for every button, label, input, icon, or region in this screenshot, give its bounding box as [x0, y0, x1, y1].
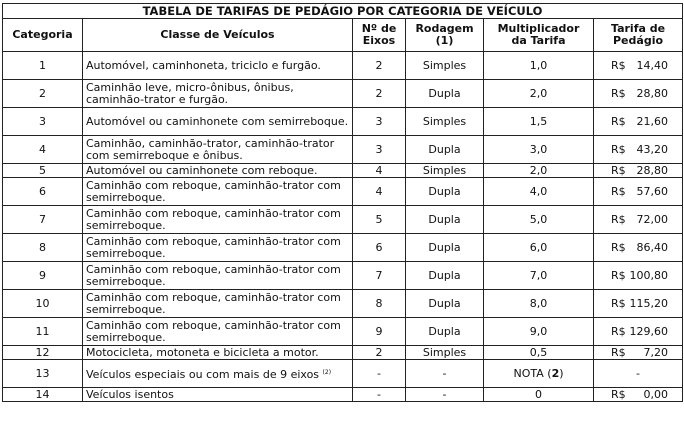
cell-rodagem: Dupla: [406, 136, 484, 164]
cell-tarifa: R$ 86,40: [594, 234, 683, 262]
header-eixos: Nº de Eixos: [353, 19, 406, 52]
cell-multiplicador: 2,0: [484, 80, 594, 108]
cell-classe: Veículos especiais ou com mais de 9 eixos $^{(2)}$: [83, 360, 353, 388]
table-row: [3, 234, 683, 262]
table-row: [3, 80, 683, 108]
cell-classe: Caminhão com reboque, caminhão-trator com semirreboque.: [83, 234, 353, 262]
table-row: [3, 346, 683, 360]
cell-rodagem: Simples: [406, 164, 484, 178]
cell-rodagem: Simples: [406, 108, 484, 136]
table-row: [3, 388, 683, 402]
cell-classe: Automóvel ou caminhonete com reboque.: [83, 164, 353, 178]
cell-tarifa: R$ 28,80: [594, 80, 683, 108]
cell-categoria: 6: [3, 178, 83, 206]
cell-categoria: 3: [3, 108, 83, 136]
table-row: [3, 164, 683, 178]
cell-multiplicador: 9,0: [484, 318, 594, 346]
cell-multiplicador: 2,0: [484, 164, 594, 178]
toll-table: [2, 3, 683, 402]
cell-eixos: 2: [353, 52, 406, 80]
cell-tarifa: R$ 21,60: [594, 108, 683, 136]
header-multiplicador: Multiplicador da Tarifa: [484, 19, 594, 52]
cell-categoria: 1: [3, 52, 83, 80]
cell-eixos: 8: [353, 290, 406, 318]
footnote-marker: (2): [322, 368, 332, 376]
cell-tarifa: R$ 100,80: [594, 262, 683, 290]
cell-categoria: 7: [3, 206, 83, 234]
cell-tarifa: R$ 28,80: [594, 164, 683, 178]
cell-rodagem: Simples: [406, 52, 484, 80]
header-categoria: Categoria: [3, 19, 83, 52]
table-title: TABELA DE TARIFAS DE PEDÁGIO POR CATEGORIA DE VEÍCULO: [3, 4, 683, 19]
table-row: [3, 178, 683, 206]
cell-multiplicador: 7,0: [484, 262, 594, 290]
cell-eixos: 5: [353, 206, 406, 234]
cell-multiplicador: NOTA (2): [484, 360, 594, 388]
table-row: [3, 52, 683, 80]
cell-eixos: 4: [353, 164, 406, 178]
cell-multiplicador: 4,0: [484, 178, 594, 206]
cell-classe: Veículos isentos: [83, 388, 353, 402]
cell-categoria: 8: [3, 234, 83, 262]
cell-multiplicador: 3,0: [484, 136, 594, 164]
cell-categoria: 12: [3, 346, 83, 360]
cell-classe: Motocicleta, motoneta e bicicleta a motor.: [83, 346, 353, 360]
cell-eixos: 4: [353, 178, 406, 206]
cell-tarifa: R$ 115,20: [594, 290, 683, 318]
cell-rodagem: Dupla: [406, 178, 484, 206]
cell-classe: Caminhão com reboque, caminhão-trator com semirreboque.: [83, 178, 353, 206]
cell-multiplicador: 1,5: [484, 108, 594, 136]
cell-classe: Caminhão com reboque, caminhão-trator com semirreboque.: [83, 262, 353, 290]
cell-eixos: -: [353, 388, 406, 402]
cell-tarifa: -: [594, 360, 683, 388]
cell-categoria: 14: [3, 388, 83, 402]
cell-rodagem: Simples: [406, 346, 484, 360]
cell-tarifa: R$ 0,00: [594, 388, 683, 402]
cell-eixos: -: [353, 360, 406, 388]
header-classe: Classe de Veículos: [83, 19, 353, 52]
cell-multiplicador: 1,0: [484, 52, 594, 80]
cell-rodagem: -: [406, 388, 484, 402]
cell-tarifa: R$ 7,20: [594, 346, 683, 360]
table-row: [3, 136, 683, 164]
table-row: [3, 108, 683, 136]
cell-rodagem: Dupla: [406, 262, 484, 290]
table-row: [3, 206, 683, 234]
cell-rodagem: Dupla: [406, 80, 484, 108]
cell-rodagem: Dupla: [406, 318, 484, 346]
cell-classe: Caminhão leve, micro-ônibus, ônibus, caminhão-trator e furgão.: [83, 80, 353, 108]
cell-classe: Caminhão com reboque, caminhão-trator com semirreboque.: [83, 206, 353, 234]
header-rodagem: Rodagem (1): [406, 19, 484, 52]
cell-multiplicador: 0,5: [484, 346, 594, 360]
cell-categoria: 13: [3, 360, 83, 388]
cell-eixos: 9: [353, 318, 406, 346]
cell-rodagem: -: [406, 360, 484, 388]
cell-categoria: 11: [3, 318, 83, 346]
cell-classe: Automóvel, caminhoneta, triciclo e furgão.: [83, 52, 353, 80]
cell-eixos: 2: [353, 80, 406, 108]
cell-multiplicador: 5,0: [484, 206, 594, 234]
cell-tarifa: R$ 43,20: [594, 136, 683, 164]
cell-categoria: 2: [3, 80, 83, 108]
cell-multiplicador: 6,0: [484, 234, 594, 262]
cell-tarifa: R$ 72,00: [594, 206, 683, 234]
table-row: [3, 290, 683, 318]
cell-tarifa: R$ 14,40: [594, 52, 683, 80]
cell-categoria: 5: [3, 164, 83, 178]
cell-classe: Automóvel ou caminhonete com semirreboque.: [83, 108, 353, 136]
cell-eixos: 6: [353, 234, 406, 262]
cell-eixos: 3: [353, 136, 406, 164]
table-row: [3, 318, 683, 346]
cell-eixos: 2: [353, 346, 406, 360]
cell-categoria: 4: [3, 136, 83, 164]
cell-rodagem: Dupla: [406, 206, 484, 234]
cell-categoria: 9: [3, 262, 83, 290]
cell-classe: Caminhão com reboque, caminhão-trator com semirreboque.: [83, 318, 353, 346]
cell-rodagem: Dupla: [406, 234, 484, 262]
cell-eixos: 3: [353, 108, 406, 136]
cell-classe: Caminhão com reboque, caminhão-trator com semirreboque.: [83, 290, 353, 318]
cell-tarifa: R$ 129,60: [594, 318, 683, 346]
cell-multiplicador: 8,0: [484, 290, 594, 318]
cell-eixos: 7: [353, 262, 406, 290]
table-row: [3, 262, 683, 290]
cell-multiplicador: 0: [484, 388, 594, 402]
table-row: [3, 360, 683, 388]
cell-classe: Caminhão, caminhão-trator, caminhão-trator com semirreboque e ônibus.: [83, 136, 353, 164]
cell-rodagem: Dupla: [406, 290, 484, 318]
cell-tarifa: R$ 57,60: [594, 178, 683, 206]
cell-categoria: 10: [3, 290, 83, 318]
header-tarifa: Tarifa de Pedágio: [594, 19, 683, 52]
